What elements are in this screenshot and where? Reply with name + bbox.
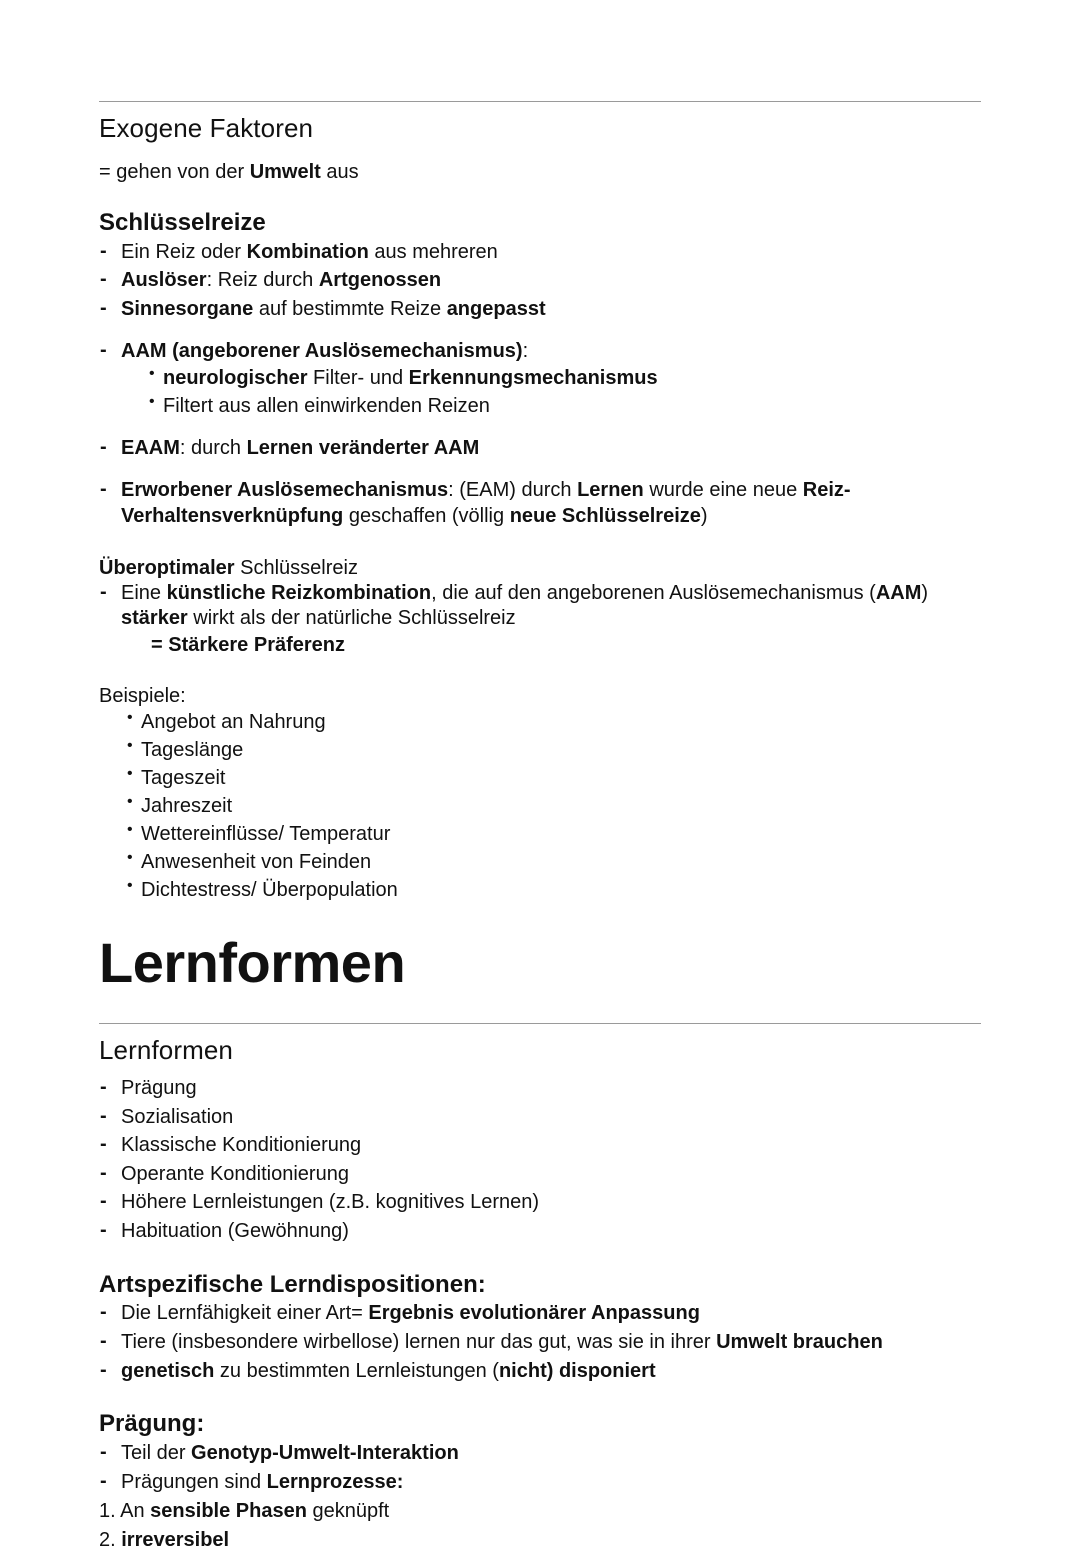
item-text-post: aus mehreren: [368, 240, 498, 263]
item-bold: künstliche Reizkombination: [166, 581, 432, 604]
item-text-bold2: Artgenossen: [318, 269, 442, 292]
list-item-aam: [99, 339, 981, 419]
list-item: • Tageszeit: [99, 765, 981, 791]
eam-mid2: wurde eine neue: [643, 479, 803, 502]
aam-colon: :: [522, 340, 529, 363]
list-item: - Operante Konditionierung: [99, 1162, 981, 1188]
list-item-eam: [99, 478, 981, 529]
item-number: 2.: [99, 1529, 122, 1552]
subitem-bold: neurologischer: [163, 366, 308, 389]
ueberoptimaler-rest: Schlüsselreiz: [234, 556, 358, 579]
list-item: [99, 1330, 981, 1356]
list-item: [99, 1498, 981, 1524]
eam-bold4: neue Schlüsselreize: [509, 505, 701, 528]
list-item: - Habituation (Gewöhnung): [99, 1219, 981, 1245]
heading-artspezifische-lerndispositionen: Artspezifische Lerndispositionen:: [99, 1270, 486, 1298]
item-mid: zu bestimmten Lernleistungen (: [214, 1359, 499, 1382]
artspezifisch-list: [99, 1301, 981, 1384]
item-bold: Genotyp-Umwelt-Interaktion: [191, 1441, 459, 1464]
item-number: 1.: [99, 1500, 121, 1523]
item-pre: Tiere (insbesondere wirbellose) lernen nur das gut, was sie in ihrer: [121, 1331, 717, 1353]
item-bold: Ergebnis evolutionärer Anpassung: [368, 1302, 700, 1325]
eam-bold2: Lernen: [577, 479, 644, 502]
item-bold: genetisch: [121, 1359, 215, 1382]
list-item: [99, 1359, 981, 1385]
eaam-bold2: Lernen veränderter AAM: [246, 436, 480, 459]
section-divider-lernformen: [99, 1023, 981, 1024]
list-item: [99, 1470, 981, 1496]
list-item: • Dichtestress/ Überpopulation: [99, 877, 981, 903]
eaam-mid: : durch: [179, 436, 247, 459]
item-pre: Die Lernfähigkeit einer Art=: [121, 1302, 369, 1325]
item-text-bold: Kombination: [246, 240, 369, 263]
item-text-bold: Sinnesorgane: [121, 297, 254, 320]
exogene-faktoren-definition: [99, 159, 981, 185]
eam-bold3: Reiz-Verhaltensverknüpfung: [121, 479, 851, 528]
beispiele-label: Beispiele:: [99, 684, 186, 707]
list-item: [99, 1441, 981, 1467]
eaam-label: EAAM: [121, 436, 180, 459]
item-pre: Prägungen sind: [121, 1470, 267, 1493]
list-item: - Prägung: [99, 1076, 981, 1102]
subitem-bold2: Erkennungsmechanismus: [408, 366, 658, 389]
item-post: geknüpft: [306, 1500, 390, 1523]
list-item: [99, 240, 981, 266]
beispiele-list: [99, 709, 981, 903]
aam-sublist: [121, 365, 981, 419]
eam-post: ): [700, 505, 708, 528]
item-mid2: ): [921, 581, 929, 604]
schluesselreize-list: [99, 240, 981, 530]
spacer: [99, 533, 981, 555]
list-item-eaam: [99, 436, 981, 462]
document-page: [99, 0, 981, 1556]
list-item: • Tageslänge: [99, 737, 981, 763]
item-text-mid: : Reiz durch: [206, 269, 319, 292]
ueberoptimaler-conclusion: = Stärkere Präferenz: [151, 633, 346, 656]
item-bold: Umwelt brauchen: [716, 1331, 883, 1353]
item-bold2: nicht) disponiert: [498, 1359, 656, 1382]
item-post: wirkt als der natürliche Schlüsselreiz: [187, 607, 516, 630]
list-item: - Höhere Lernleistungen (z.B. kognitives Lernen): [99, 1190, 981, 1216]
chapter-title-lernformen: Lernformen: [99, 930, 406, 994]
list-item: • Anwesenheit von Feinden: [99, 849, 981, 875]
list-item: [121, 393, 981, 419]
list-item: - Sozialisation: [99, 1105, 981, 1131]
item-mid: , die auf den angeborenen Auslösemechanismus (: [431, 581, 876, 604]
heading-lernformen: Lernformen: [99, 1035, 233, 1066]
list-item: • Angebot an Nahrung: [99, 709, 981, 735]
list-item: - Klassische Konditionierung: [99, 1133, 981, 1159]
item-bold: sensible Phasen: [150, 1500, 307, 1523]
section-divider-top: [99, 101, 981, 102]
definition-suffix: aus: [320, 160, 359, 183]
list-item: [99, 297, 981, 323]
subitem-text: Filtert aus allen einwirkenden Reizen: [163, 394, 490, 417]
eam-label: Erworbener Auslösemechanismus: [121, 479, 449, 502]
ueberoptimaler-list: [99, 581, 981, 658]
item-pre: An: [120, 1500, 151, 1523]
item-bold2: AAM: [875, 581, 922, 604]
item-pre: Teil der: [121, 1441, 192, 1464]
list-item: • Jahreszeit: [99, 793, 981, 819]
item-text-bold: Auslöser: [121, 269, 207, 292]
list-item: • Wettereinflüsse/ Temperatur: [99, 821, 981, 847]
lernformen-list: [99, 1076, 981, 1245]
ueberoptimaler-bold: Überoptimaler: [99, 556, 235, 579]
item-text-pre: Ein Reiz oder: [121, 240, 247, 263]
praegung-list: [99, 1441, 981, 1495]
ueberoptimaler-title: [99, 555, 981, 581]
heading-schluesselreize: Schlüsselreize: [99, 208, 266, 236]
eam-mid: : (EAM) durch: [448, 479, 578, 502]
spacer: [99, 661, 981, 683]
eam-mid3: geschaffen (völlig: [343, 505, 510, 528]
aam-label: AAM (angeborener Auslösemechanismus): [121, 340, 523, 363]
list-item: [99, 581, 981, 658]
item-pre: Eine: [121, 581, 167, 604]
list-item: [99, 1527, 981, 1553]
item-text-mid: auf bestimmte Reize: [253, 297, 447, 320]
spacer: [99, 993, 981, 1023]
subitem-mid: Filter- und: [307, 366, 409, 389]
item-text-bold2: angepasst: [446, 297, 546, 320]
definition-keyword: Umwelt: [249, 160, 321, 183]
page-title-exogene-faktoren: Exogene Faktoren: [99, 113, 314, 143]
item-bold3: stärker: [121, 607, 188, 630]
definition-prefix: = gehen von der: [99, 160, 250, 183]
list-item: [121, 365, 981, 391]
list-item: [99, 1301, 981, 1327]
heading-praegung: Prägung:: [99, 1410, 205, 1438]
item-bold: Lernprozesse:: [266, 1470, 404, 1493]
praegung-numbered-list: [99, 1498, 981, 1553]
list-item: [99, 268, 981, 294]
item-bold: irreversibel: [121, 1529, 230, 1552]
